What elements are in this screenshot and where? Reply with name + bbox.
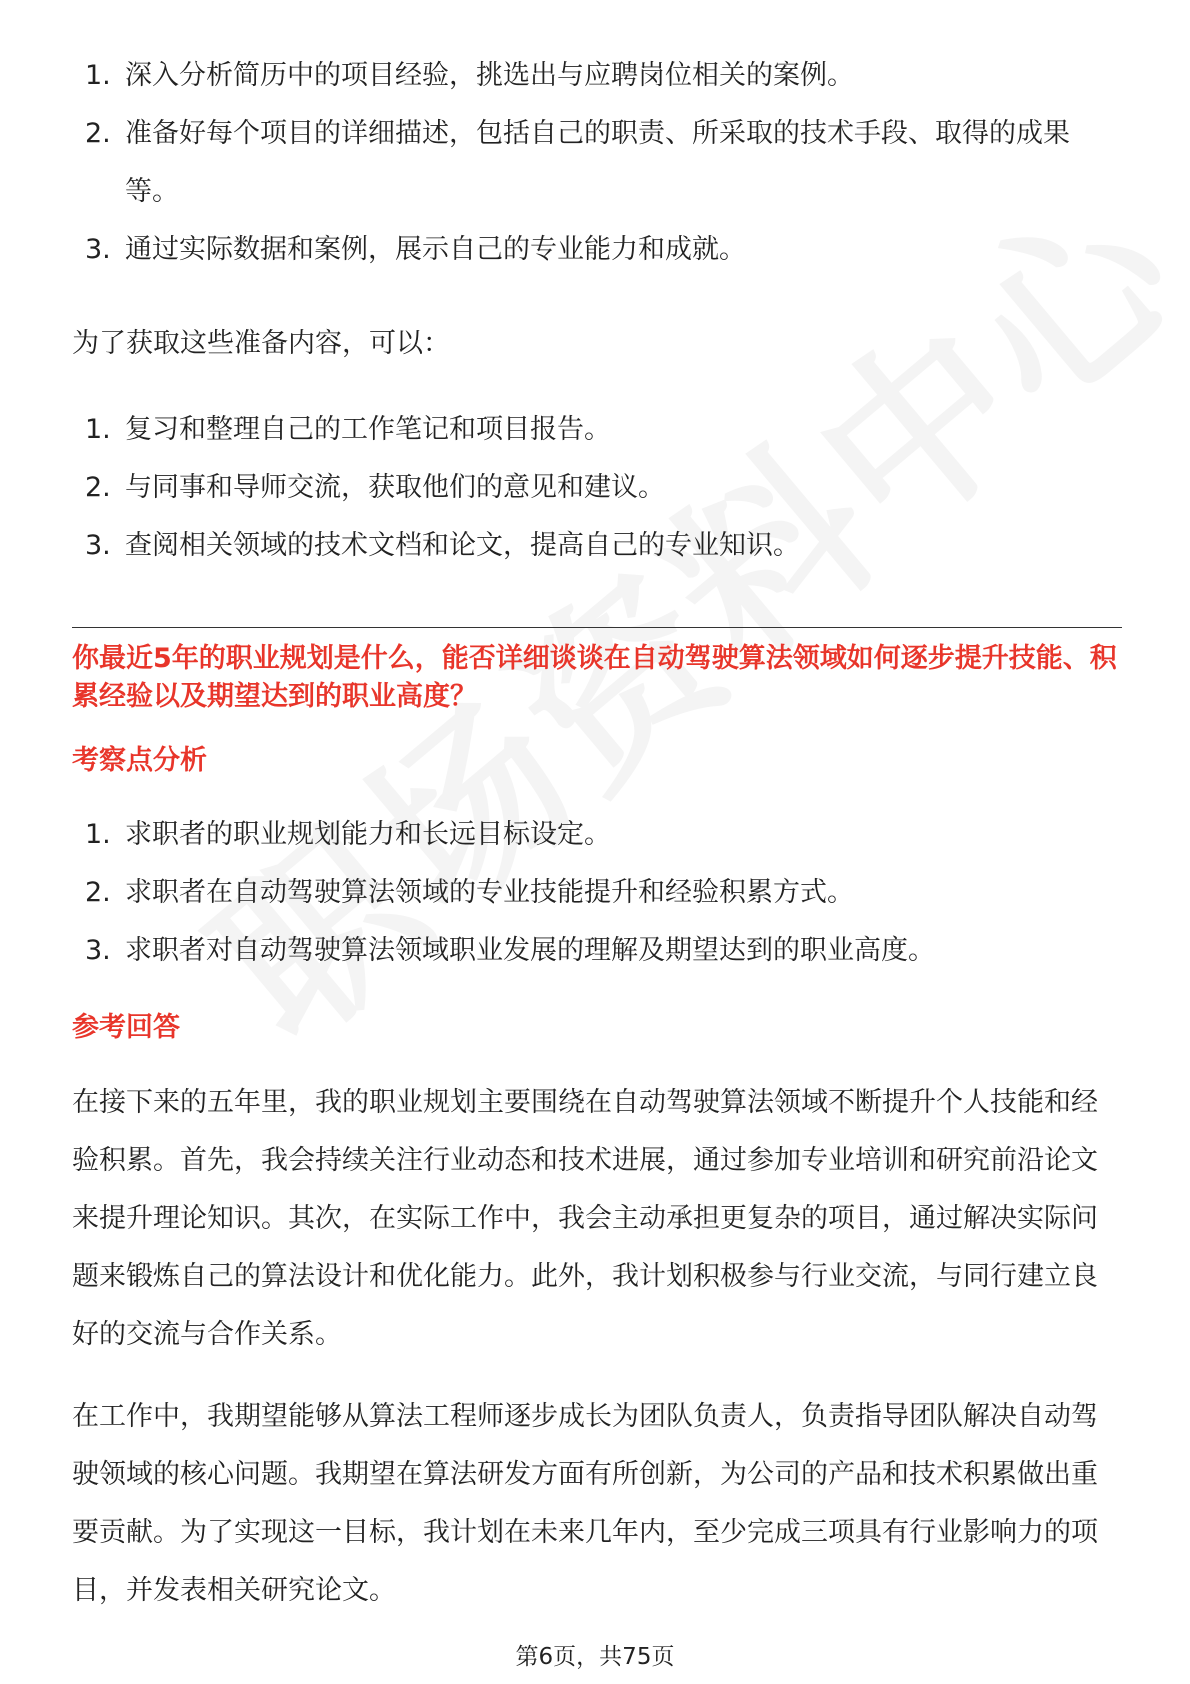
list-number: 2.: [85, 118, 111, 149]
interview-question: 你最近5年的职业规划是什么，能否详细谈谈在自动驾驶算法领域如何逐步提升技能、积累经验以及期望达到的职业高度？: [72, 643, 1117, 712]
list-number: 2.: [85, 472, 111, 503]
list-item: [0, 221, 1117, 279]
list-item: [0, 806, 1117, 864]
section-divider: [72, 627, 1122, 628]
list-item-text: 通过实际数据和案例，展示自己的专业能力和成就。: [125, 234, 746, 265]
list-item-text: 与同事和导师交流，获取他们的意见和建议。: [125, 472, 665, 503]
list-item: [0, 459, 1117, 517]
list-number: 3.: [85, 935, 111, 966]
answer-paragraph: 在工作中，我期望能够从算法工程师逐步成长为团队负责人，负责指导团队解决自动驾驶领域的核心问题。我期望在算法研发方面有所创新，为公司的产品和技术积累做出重要贡献。为了实现这一目标，我计划在未来几年内，至少完成三项具有行业影响力的项目，并发表相关研究论文。: [72, 1401, 1098, 1606]
analysis-heading: 考察点分析: [72, 745, 207, 776]
list-number: 3.: [85, 234, 111, 265]
list-item: [0, 517, 1117, 575]
list-item-text: 求职者的职业规划能力和长远目标设定。: [125, 819, 611, 850]
prep-list: [0, 47, 1117, 279]
list-item: [0, 401, 1117, 459]
list-item: [0, 922, 1117, 980]
list-item-text: 复习和整理自己的工作笔记和项目报告。: [125, 414, 611, 445]
list-item-text: 深入分析简历中的项目经验，挑选出与应聘岗位相关的案例。: [125, 60, 854, 91]
answer-heading: 参考回答: [72, 1012, 180, 1043]
list-item: [0, 47, 1117, 105]
answer-paragraph: 在接下来的五年里，我的职业规划主要围绕在自动驾驶算法领域不断提升个人技能和经验积累。首先，我会持续关注行业动态和技术进展，通过参加专业培训和研究前沿论文来提升理论知识。其次，在实际工作中，我会主动承担更复杂的项目，通过解决实际问题来锻炼自己的算法设计和优化能力。此外，我计划积极参与行业交流，与同行建立良好的交流与合作关系。: [72, 1087, 1098, 1350]
list-number: 1.: [85, 819, 111, 850]
list-item: [0, 105, 1117, 221]
list-number: 2.: [85, 877, 111, 908]
list-number: 1.: [85, 60, 111, 91]
list-number: 3.: [85, 530, 111, 561]
page-number: 第6页，共75页: [515, 1644, 675, 1670]
list-item: [0, 864, 1117, 922]
method-list: [0, 401, 1117, 575]
list-number: 1.: [85, 414, 111, 445]
intro-text: 为了获取这些准备内容，可以：: [72, 328, 450, 359]
list-item-text: 准备好每个项目的详细描述，包括自己的职责、所采取的技术手段、取得的成果等。: [125, 118, 1070, 207]
list-item-text: 查阅相关领域的技术文档和论文，提高自己的专业知识。: [125, 530, 800, 561]
analysis-list: [0, 806, 1117, 980]
list-item-text: 求职者在自动驾驶算法领域的专业技能提升和经验积累方式。: [125, 877, 854, 908]
list-item-text: 求职者对自动驾驶算法领域职业发展的理解及期望达到的职业高度。: [125, 935, 935, 966]
